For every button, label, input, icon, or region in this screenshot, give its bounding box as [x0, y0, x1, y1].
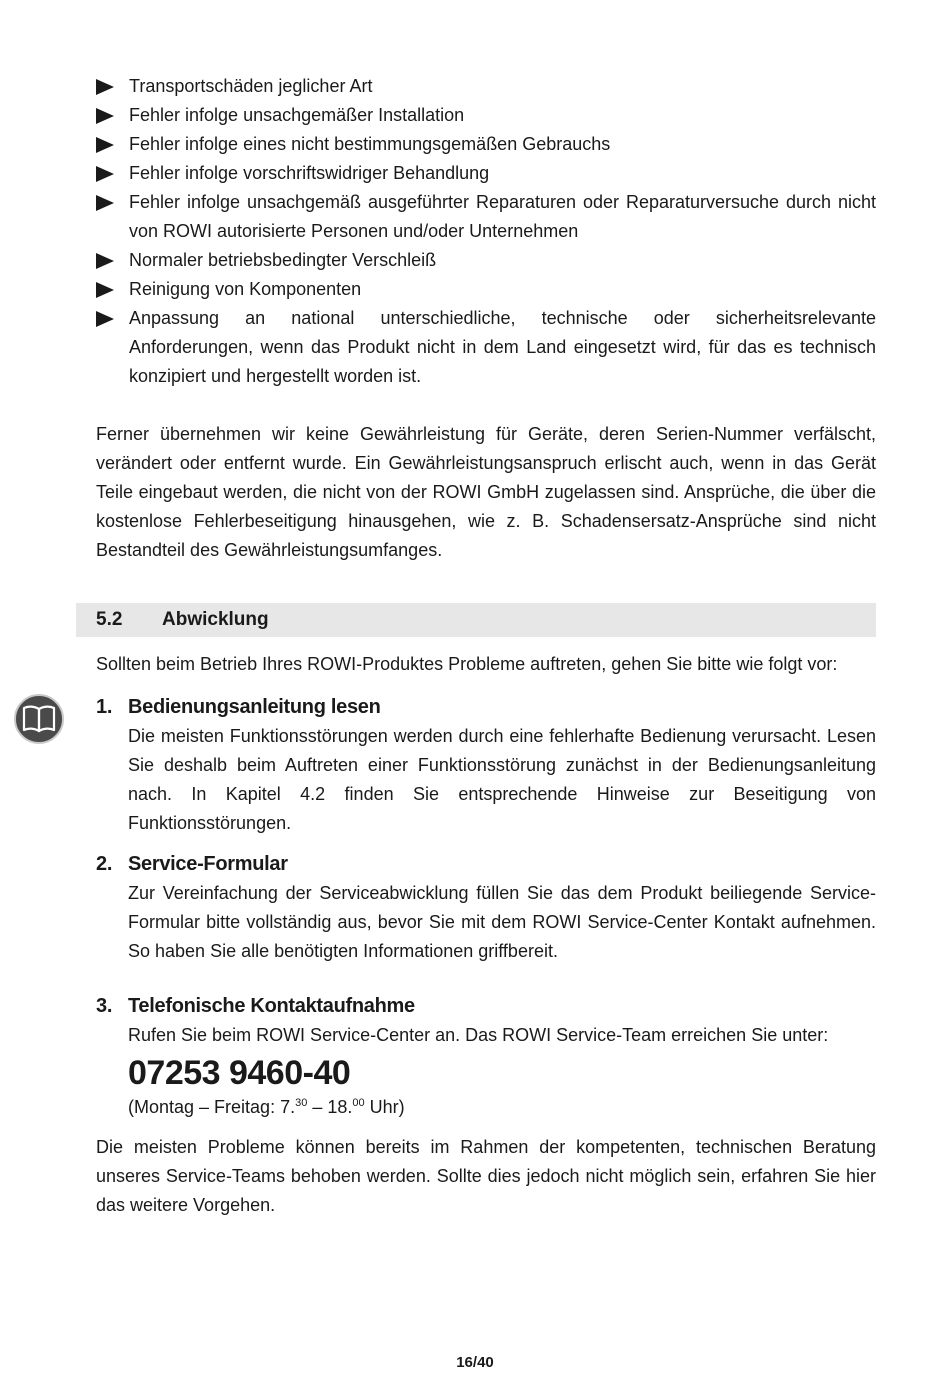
step-body: Zur Vereinfachung der Serviceabwicklung füllen Sie das dem Produkt beiliegende Service-Formular bitte vollständig aus, bevor Sie mit dem ROWI Service-Center Kontakt aufnehmen. So haben Sie alle benötigten Informationen griffbereit. — [128, 883, 876, 961]
step-service-form — [96, 849, 876, 966]
service-phone-number: 07253 9460-40 — [128, 1054, 351, 1092]
step-title: Service-Formular — [128, 853, 288, 875]
triangle-bullet-icon — [96, 275, 129, 304]
triangle-bullet-icon — [96, 72, 129, 101]
step-heading — [96, 692, 876, 722]
list-item: Transportschäden jeglicher Art — [96, 72, 876, 101]
step-read-manual — [96, 692, 876, 838]
page-number: 16/40 — [456, 1354, 494, 1371]
warranty-exclusion-list — [96, 72, 876, 391]
list-item: Normaler betriebsbedingter Verschleiß — [96, 246, 876, 275]
triangle-bullet-icon — [96, 130, 129, 159]
step-body: Die meisten Funktionsstörungen werden durch eine fehlerhafte Bedienung verursacht. Lesen Sie deshalb beim Auftreten einer Funktionsstörung zunächst in der Bedienungsanleitung nach. In Kapitel 4.2 finden Sie entsprechende Hinweise zur Beseitigung von Funktionsstörungen. — [128, 726, 876, 833]
triangle-bullet-icon — [96, 159, 129, 188]
step-phone-contact — [96, 991, 876, 1120]
triangle-bullet-icon — [96, 246, 129, 275]
step-heading — [96, 991, 876, 1021]
triangle-bullet-icon — [96, 188, 129, 217]
open-book-icon — [14, 694, 64, 744]
service-hours: (Montag – Freitag: 7.30 – 18.00 Uhr) — [128, 1097, 405, 1117]
step-number: 1. — [96, 696, 113, 718]
triangle-bullet-icon — [96, 101, 129, 130]
triangle-bullet-icon — [96, 304, 129, 333]
list-item: Fehler infolge vorschriftswidriger Behandlung — [96, 159, 876, 188]
closing-paragraph: Die meisten Probleme können bereits im Rahmen der kompetenten, technischen Beratung unseres Service-Teams behoben werden. Sollte dies jedoch nicht möglich sein, erfahren Sie hier das weitere Vorgehen. — [96, 1137, 876, 1215]
section-number: 5.2 — [96, 609, 123, 630]
exclusions-paragraph: Ferner übernehmen wir keine Gewährleistung für Geräte, deren Serien-Nummer verfälscht, verändert oder entfernt wurde. Ein Gewährleistungsanspruch erlischt auch, wenn in das Gerät Teile eingebaut werden, die nicht von der ROWI GmbH zugelassen sind. Ansprüche, die über die kostenlose Fehlerbeseitigung hinausgehen, wie z. B. Schadensersatz-Ansprüche sind nicht Bestandteil des Gewährleistungsumfanges. — [96, 424, 876, 560]
intro-paragraph: Sollten beim Betrieb Ihres ROWI-Produktes Probleme auftreten, gehen Sie bitte wie folgt vor: — [96, 654, 838, 674]
step-body: Rufen Sie beim ROWI Service-Center an. Das ROWI Service-Team erreichen Sie unter: — [128, 1025, 829, 1045]
step-title: Bedienungsanleitung lesen — [128, 696, 381, 718]
section-heading — [76, 603, 876, 637]
list-item: Reinigung von Komponenten — [96, 275, 876, 304]
list-item: Fehler infolge unsachgemäß ausgeführter Reparaturen oder Reparaturversuche durch nicht von ROWI autorisierte Personen und/oder Unternehmen — [96, 188, 876, 246]
section-title: Abwicklung — [162, 609, 269, 630]
step-title: Telefonische Kontaktaufnahme — [128, 995, 415, 1017]
step-number: 3. — [96, 995, 113, 1017]
list-item: Anpassung an national unterschiedliche, technische oder sicherheitsrelevante Anforderungen, wenn das Produkt nicht in dem Land eingesetzt wird, für das es technisch konzipiert und hergestellt worden ist. — [96, 304, 876, 391]
list-item: Fehler infolge eines nicht bestimmungsgemäßen Gebrauchs — [96, 130, 876, 159]
step-heading — [96, 849, 876, 879]
list-item: Fehler infolge unsachgemäßer Installation — [96, 101, 876, 130]
step-number: 2. — [96, 853, 113, 875]
